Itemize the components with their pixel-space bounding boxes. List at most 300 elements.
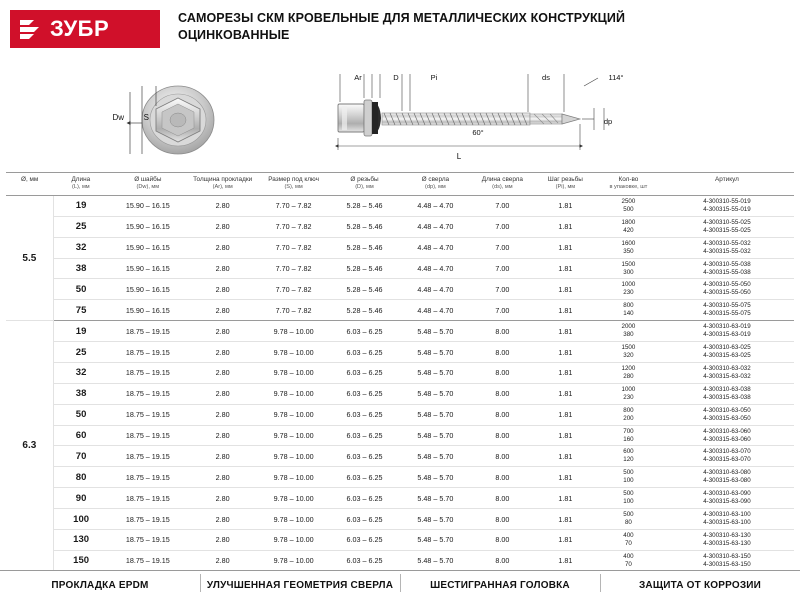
cell-pitch: 1.81 <box>534 509 597 530</box>
cell-washer: 15.90 – 16.15 <box>108 300 187 321</box>
article-value: 4-300310-63-019 <box>703 323 751 331</box>
article-value: 4-300315-55-038 <box>703 268 751 276</box>
quantity-value: 350 <box>623 247 634 255</box>
label-dp: dp <box>603 117 613 126</box>
quantity-value: 1800 <box>621 218 636 226</box>
label-point-angle: 60° <box>472 128 484 137</box>
article-value: 4-300315-63-130 <box>703 539 751 547</box>
cell-key-size: 9.78 – 10.00 <box>258 550 329 571</box>
cell-key-size: 7.70 – 7.82 <box>258 216 329 237</box>
article-value: 4-300310-55-038 <box>703 260 751 268</box>
cell-thread-d: 6.03 – 6.25 <box>329 488 400 509</box>
cell-washer: 15.90 – 16.15 <box>108 216 187 237</box>
cell-key-size: 9.78 – 10.00 <box>258 509 329 530</box>
cell-drill-len: 7.00 <box>471 279 534 300</box>
cell-key-size: 9.78 – 10.00 <box>258 446 329 467</box>
cell-drill-d: 5.48 – 5.70 <box>400 383 471 404</box>
cell-gasket: 2.80 <box>187 258 258 279</box>
cell-length: 60 <box>53 425 108 446</box>
cell-length: 70 <box>53 446 108 467</box>
article-value: 4-300310-55-019 <box>703 197 751 205</box>
quantity-value: 600 <box>623 448 634 456</box>
cell-drill-len: 7.00 <box>471 216 534 237</box>
brand-logo <box>10 10 160 48</box>
cell-drill-len: 8.00 <box>471 488 534 509</box>
table-row <box>6 321 794 342</box>
cell-gasket: 2.80 <box>187 509 258 530</box>
cell-drill-len: 8.00 <box>471 321 534 342</box>
cell-pitch: 1.81 <box>534 550 597 571</box>
article-value: 4-300310-63-032 <box>703 364 751 372</box>
article-value: 4-300310-63-038 <box>703 385 751 393</box>
cell-article <box>660 383 794 404</box>
cell-pitch: 1.81 <box>534 467 597 488</box>
quantity-value: 500 <box>623 490 634 498</box>
cell-drill-len: 8.00 <box>471 446 534 467</box>
table-row <box>6 279 794 300</box>
cell-thread-d: 5.28 – 5.46 <box>329 300 400 321</box>
cell-drill-len: 7.00 <box>471 300 534 321</box>
cell-quantity <box>597 404 660 425</box>
cell-pitch: 1.81 <box>534 195 597 216</box>
cell-key-size: 9.78 – 10.00 <box>258 425 329 446</box>
label-d: D <box>393 73 399 82</box>
cell-gasket: 2.80 <box>187 550 258 571</box>
cell-drill-len: 7.00 <box>471 237 534 258</box>
cell-gasket: 2.80 <box>187 383 258 404</box>
cell-quantity <box>597 300 660 321</box>
cell-drill-len: 8.00 <box>471 383 534 404</box>
quantity-value: 200 <box>623 414 634 422</box>
feature-item-gasket: ПРОКЛАДКА EPDM <box>51 580 149 591</box>
cell-pitch: 1.81 <box>534 300 597 321</box>
spec-table-container <box>0 172 800 572</box>
cell-key-size: 9.78 – 10.00 <box>258 467 329 488</box>
cell-quantity <box>597 258 660 279</box>
th-diameter: Ø, мм <box>6 173 53 196</box>
cell-length: 100 <box>53 509 108 530</box>
cell-article <box>660 195 794 216</box>
cell-drill-len: 7.00 <box>471 195 534 216</box>
quantity-value: 230 <box>623 393 634 401</box>
spec-table-header-row <box>6 173 794 196</box>
cell-key-size: 9.78 – 10.00 <box>258 404 329 425</box>
cell-washer: 15.90 – 16.15 <box>108 237 187 258</box>
cell-article <box>660 321 794 342</box>
table-row <box>6 362 794 383</box>
page-header <box>0 0 800 62</box>
cell-drill-d: 4.48 – 4.70 <box>400 300 471 321</box>
cell-gasket: 2.80 <box>187 195 258 216</box>
cell-pitch: 1.81 <box>534 446 597 467</box>
cell-diameter: 5.5 <box>6 195 53 320</box>
cell-key-size: 7.70 – 7.82 <box>258 258 329 279</box>
quantity-value: 400 <box>623 531 634 539</box>
article-value: 4-300310-55-032 <box>703 239 751 247</box>
th-length: Длина (L), мм <box>53 173 108 196</box>
table-row <box>6 446 794 467</box>
cell-key-size: 9.78 – 10.00 <box>258 362 329 383</box>
cell-drill-d: 5.48 – 5.70 <box>400 404 471 425</box>
cell-gasket: 2.80 <box>187 321 258 342</box>
quantity-value: 140 <box>623 310 634 318</box>
cell-pitch: 1.81 <box>534 321 597 342</box>
label-dw: Dw <box>112 113 124 122</box>
article-value: 4-300315-63-090 <box>703 498 751 506</box>
article-value: 4-300315-63-050 <box>703 414 751 422</box>
cell-gasket: 2.80 <box>187 216 258 237</box>
cell-washer: 18.75 – 19.15 <box>108 529 187 550</box>
article-value: 4-300315-63-025 <box>703 352 751 360</box>
cell-quantity <box>597 321 660 342</box>
article-value: 4-300315-55-032 <box>703 247 751 255</box>
quantity-value: 100 <box>623 498 634 506</box>
cell-key-size: 9.78 – 10.00 <box>258 321 329 342</box>
cell-drill-len: 8.00 <box>471 550 534 571</box>
article-value: 4-300315-55-025 <box>703 226 751 234</box>
cell-pitch: 1.81 <box>534 529 597 550</box>
label-tip-angle: 114° <box>608 73 624 82</box>
cell-pitch: 1.81 <box>534 237 597 258</box>
cell-quantity <box>597 237 660 258</box>
feature-item-drill: УЛУЧШЕННАЯ ГЕОМЕТРИЯ СВЕРЛА <box>200 580 400 591</box>
screw-diagram-svg <box>8 62 792 170</box>
cell-article <box>660 362 794 383</box>
cell-quantity <box>597 383 660 404</box>
cell-length: 80 <box>53 467 108 488</box>
cell-thread-d: 5.28 – 5.46 <box>329 279 400 300</box>
article-value: 4-300310-63-050 <box>703 406 751 414</box>
label-ar: Ar <box>354 73 362 82</box>
cell-washer: 18.75 – 19.15 <box>108 488 187 509</box>
cell-article <box>660 258 794 279</box>
cell-article <box>660 342 794 363</box>
cell-thread-d: 6.03 – 6.25 <box>329 383 400 404</box>
quantity-value: 80 <box>624 519 632 527</box>
th-drill-len: Длина сверла (ds), мм <box>471 173 534 196</box>
feature-item-head: ШЕСТИГРАННАЯ ГОЛОВКА <box>400 580 600 591</box>
cell-drill-d: 5.48 – 5.70 <box>400 529 471 550</box>
cell-gasket: 2.80 <box>187 404 258 425</box>
quantity-value: 70 <box>624 539 632 547</box>
label-ds: ds <box>542 73 550 82</box>
th-pitch: Шаг резьбы (Pi), мм <box>534 173 597 196</box>
cell-drill-d: 5.48 – 5.70 <box>400 425 471 446</box>
cell-pitch: 1.81 <box>534 362 597 383</box>
cell-length: 19 <box>53 321 108 342</box>
quantity-value: 300 <box>623 268 634 276</box>
th-thread-d: Ø резьбы (D), мм <box>329 173 400 196</box>
quantity-value: 500 <box>623 511 634 519</box>
article-value: 4-300310-55-050 <box>703 281 751 289</box>
quantity-value: 2000 <box>621 323 636 331</box>
cell-washer: 18.75 – 19.15 <box>108 383 187 404</box>
cell-thread-d: 6.03 – 6.25 <box>329 425 400 446</box>
cell-article <box>660 509 794 530</box>
spec-table-body <box>6 195 794 571</box>
cell-key-size: 7.70 – 7.82 <box>258 195 329 216</box>
article-value: 4-300310-63-150 <box>703 552 751 560</box>
cell-gasket: 2.80 <box>187 529 258 550</box>
cell-length: 130 <box>53 529 108 550</box>
table-row <box>6 383 794 404</box>
cell-thread-d: 6.03 – 6.25 <box>329 550 400 571</box>
table-row <box>6 300 794 321</box>
cell-washer: 18.75 – 19.15 <box>108 509 187 530</box>
cell-length: 32 <box>53 362 108 383</box>
spec-table-head <box>6 173 794 196</box>
article-value: 4-300310-63-100 <box>703 511 751 519</box>
cell-washer: 18.75 – 19.15 <box>108 404 187 425</box>
cell-quantity <box>597 467 660 488</box>
cell-washer: 18.75 – 19.15 <box>108 342 187 363</box>
cell-drill-d: 5.48 – 5.70 <box>400 550 471 571</box>
cell-article <box>660 237 794 258</box>
spec-table <box>6 172 794 572</box>
cell-thread-d: 6.03 – 6.25 <box>329 509 400 530</box>
cell-gasket: 2.80 <box>187 279 258 300</box>
cell-gasket: 2.80 <box>187 342 258 363</box>
cell-pitch: 1.81 <box>534 383 597 404</box>
cell-length: 25 <box>53 342 108 363</box>
table-row <box>6 258 794 279</box>
cell-drill-d: 4.48 – 4.70 <box>400 258 471 279</box>
feature-footer <box>0 570 800 600</box>
article-value: 4-300315-63-100 <box>703 519 751 527</box>
quantity-value: 500 <box>623 205 634 213</box>
technical-drawing <box>8 62 792 170</box>
cell-drill-d: 5.48 – 5.70 <box>400 321 471 342</box>
cell-quantity <box>597 529 660 550</box>
article-value: 4-300315-63-150 <box>703 560 751 568</box>
cell-drill-d: 4.48 – 4.70 <box>400 237 471 258</box>
cell-thread-d: 6.03 – 6.25 <box>329 362 400 383</box>
article-value: 4-300310-63-025 <box>703 344 751 352</box>
cell-drill-d: 4.48 – 4.70 <box>400 216 471 237</box>
cell-pitch: 1.81 <box>534 216 597 237</box>
cell-drill-d: 4.48 – 4.70 <box>400 195 471 216</box>
cell-key-size: 9.78 – 10.00 <box>258 488 329 509</box>
cell-length: 38 <box>53 383 108 404</box>
cell-key-size: 7.70 – 7.82 <box>258 300 329 321</box>
article-value: 4-300310-63-090 <box>703 490 751 498</box>
article-value: 4-300315-63-032 <box>703 372 751 380</box>
quantity-value: 400 <box>623 552 634 560</box>
quantity-value: 380 <box>623 331 634 339</box>
feature-item-coating: ЗАЩИТА ОТ КОРРОЗИИ <box>600 580 800 591</box>
cell-article <box>660 467 794 488</box>
quantity-value: 70 <box>624 560 632 568</box>
quantity-value: 800 <box>623 302 634 310</box>
article-value: 4-300315-63-019 <box>703 331 751 339</box>
cell-pitch: 1.81 <box>534 488 597 509</box>
screw-side-view <box>338 73 623 161</box>
cell-length: 150 <box>53 550 108 571</box>
article-value: 4-300315-63-080 <box>703 477 751 485</box>
table-row <box>6 550 794 571</box>
label-pi: Pi <box>430 73 438 82</box>
cell-quantity <box>597 425 660 446</box>
article-value: 4-300315-55-050 <box>703 289 751 297</box>
article-value: 4-300310-63-080 <box>703 469 751 477</box>
cell-quantity <box>597 216 660 237</box>
article-value: 4-300310-55-075 <box>703 302 751 310</box>
cell-thread-d: 6.03 – 6.25 <box>329 446 400 467</box>
page-title-line1: САМОРЕЗЫ СКМ КРОВЕЛЬНЫЕ ДЛЯ МЕТАЛЛИЧЕСКИХ КОНСТРУКЦИЙ <box>178 11 626 25</box>
cell-length: 32 <box>53 237 108 258</box>
brand-logo-text: ЗУБР <box>50 16 110 41</box>
cell-pitch: 1.81 <box>534 258 597 279</box>
cell-length: 50 <box>53 279 108 300</box>
quantity-value: 1500 <box>621 260 636 268</box>
th-washer: Ø шайбы (Dw), мм <box>108 173 187 196</box>
cell-gasket: 2.80 <box>187 425 258 446</box>
quantity-value: 1600 <box>621 239 636 247</box>
cell-article <box>660 279 794 300</box>
cell-drill-d: 5.48 – 5.70 <box>400 467 471 488</box>
quantity-value: 500 <box>623 469 634 477</box>
cell-length: 50 <box>53 404 108 425</box>
table-row <box>6 488 794 509</box>
th-key-size: Размер под ключ (S), мм <box>258 173 329 196</box>
head-top-view <box>112 86 214 154</box>
cell-key-size: 7.70 – 7.82 <box>258 237 329 258</box>
cell-key-size: 9.78 – 10.00 <box>258 383 329 404</box>
quantity-value: 120 <box>623 456 634 464</box>
page-title-line2: ОЦИНКОВАННЫЕ <box>178 27 290 42</box>
cell-pitch: 1.81 <box>534 279 597 300</box>
cell-drill-len: 8.00 <box>471 529 534 550</box>
cell-drill-len: 8.00 <box>471 342 534 363</box>
quantity-value: 160 <box>623 435 634 443</box>
cell-length: 25 <box>53 216 108 237</box>
table-row <box>6 342 794 363</box>
quantity-value: 700 <box>623 427 634 435</box>
cell-drill-len: 8.00 <box>471 404 534 425</box>
cell-article <box>660 300 794 321</box>
th-quantity: Кол-во в упаковке, шт <box>597 173 660 196</box>
cell-article <box>660 446 794 467</box>
cell-length: 19 <box>53 195 108 216</box>
cell-drill-d: 5.48 – 5.70 <box>400 342 471 363</box>
cell-drill-d: 5.48 – 5.70 <box>400 362 471 383</box>
cell-thread-d: 6.03 – 6.25 <box>329 404 400 425</box>
article-value: 4-300315-63-038 <box>703 393 751 401</box>
cell-thread-d: 6.03 – 6.25 <box>329 467 400 488</box>
quantity-value: 100 <box>623 477 634 485</box>
label-s: S <box>143 113 149 122</box>
cell-gasket: 2.80 <box>187 362 258 383</box>
page-title <box>178 8 625 44</box>
cell-pitch: 1.81 <box>534 404 597 425</box>
quantity-value: 800 <box>623 406 634 414</box>
cell-quantity <box>597 362 660 383</box>
cell-quantity <box>597 279 660 300</box>
cell-drill-d: 5.48 – 5.70 <box>400 509 471 530</box>
cell-drill-len: 8.00 <box>471 467 534 488</box>
cell-thread-d: 6.03 – 6.25 <box>329 342 400 363</box>
cell-drill-d: 5.48 – 5.70 <box>400 446 471 467</box>
cell-article <box>660 425 794 446</box>
cell-key-size: 9.78 – 10.00 <box>258 342 329 363</box>
cell-length: 38 <box>53 258 108 279</box>
cell-drill-d: 5.48 – 5.70 <box>400 488 471 509</box>
cell-quantity <box>597 195 660 216</box>
table-row <box>6 509 794 530</box>
cell-article <box>660 488 794 509</box>
cell-gasket: 2.80 <box>187 467 258 488</box>
article-value: 4-300310-63-130 <box>703 531 751 539</box>
cell-diameter: 6.3 <box>6 321 53 572</box>
cell-washer: 18.75 – 19.15 <box>108 321 187 342</box>
cell-article <box>660 216 794 237</box>
article-value: 4-300315-63-070 <box>703 456 751 464</box>
cell-gasket: 2.80 <box>187 237 258 258</box>
article-value: 4-300315-55-075 <box>703 310 751 318</box>
cell-thread-d: 5.28 – 5.46 <box>329 258 400 279</box>
cell-washer: 18.75 – 19.15 <box>108 362 187 383</box>
cell-washer: 18.75 – 19.15 <box>108 425 187 446</box>
cell-drill-len: 8.00 <box>471 425 534 446</box>
table-row <box>6 404 794 425</box>
cell-thread-d: 5.28 – 5.46 <box>329 195 400 216</box>
cell-quantity <box>597 342 660 363</box>
quantity-value: 1000 <box>621 281 636 289</box>
cell-gasket: 2.80 <box>187 300 258 321</box>
cell-drill-len: 8.00 <box>471 509 534 530</box>
cell-quantity <box>597 446 660 467</box>
cell-washer: 15.90 – 16.15 <box>108 258 187 279</box>
article-value: 4-300310-55-025 <box>703 218 751 226</box>
cell-gasket: 2.80 <box>187 488 258 509</box>
quantity-value: 1200 <box>621 364 636 372</box>
quantity-value: 1500 <box>621 344 636 352</box>
table-row <box>6 195 794 216</box>
th-article: Артикул <box>660 173 794 196</box>
cell-drill-len: 7.00 <box>471 258 534 279</box>
cell-drill-d: 4.48 – 4.70 <box>400 279 471 300</box>
cell-thread-d: 6.03 – 6.25 <box>329 321 400 342</box>
cell-pitch: 1.81 <box>534 342 597 363</box>
quantity-value: 420 <box>623 226 634 234</box>
table-row <box>6 216 794 237</box>
zubr-arrow-icon <box>18 16 44 42</box>
quantity-value: 2500 <box>621 197 636 205</box>
cell-length: 75 <box>53 300 108 321</box>
cell-washer: 18.75 – 19.15 <box>108 467 187 488</box>
table-row <box>6 237 794 258</box>
cell-thread-d: 6.03 – 6.25 <box>329 529 400 550</box>
table-row <box>6 425 794 446</box>
cell-drill-len: 8.00 <box>471 362 534 383</box>
cell-thread-d: 5.28 – 5.46 <box>329 237 400 258</box>
article-value: 4-300310-63-060 <box>703 427 751 435</box>
cell-quantity <box>597 509 660 530</box>
cell-washer: 18.75 – 19.15 <box>108 446 187 467</box>
cell-key-size: 9.78 – 10.00 <box>258 529 329 550</box>
cell-article <box>660 529 794 550</box>
quantity-value: 230 <box>623 289 634 297</box>
article-value: 4-300310-63-070 <box>703 448 751 456</box>
table-row <box>6 467 794 488</box>
quantity-value: 280 <box>623 372 634 380</box>
quantity-value: 320 <box>623 352 634 360</box>
cell-thread-d: 5.28 – 5.46 <box>329 216 400 237</box>
cell-quantity <box>597 488 660 509</box>
article-value: 4-300315-63-060 <box>703 435 751 443</box>
label-l: L <box>456 152 462 161</box>
th-drill-d: Ø сверла (dp), мм <box>400 173 471 196</box>
